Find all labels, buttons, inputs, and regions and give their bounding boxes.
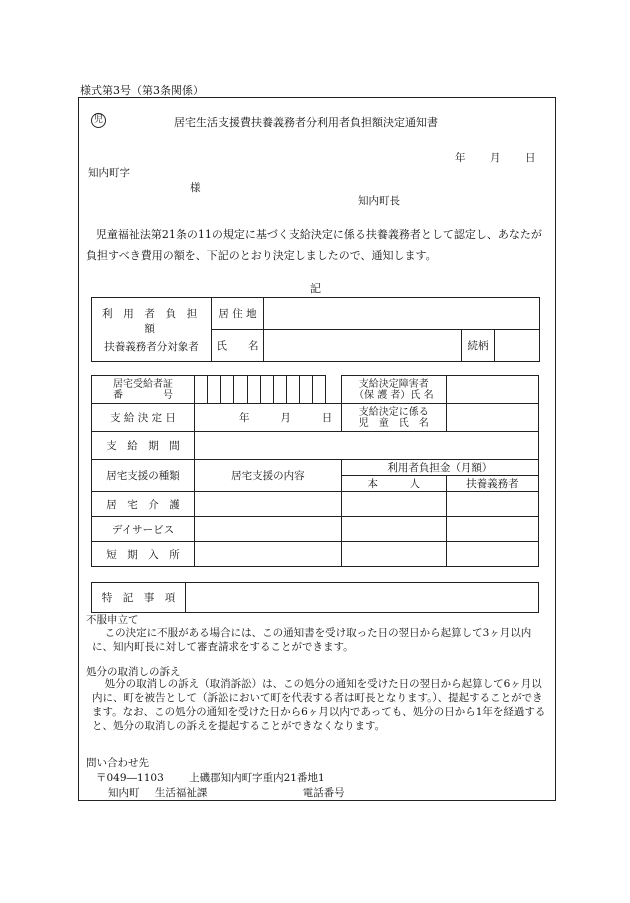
cert-digit[interactable] [273,376,286,404]
obligor-table [91,297,540,362]
child-value[interactable] [446,404,538,432]
service-content-cell[interactable] [194,517,341,542]
principal-label: 本 人 [341,476,446,492]
period-value[interactable] [194,432,538,460]
obligor-label: 扶養義務者 [446,476,538,492]
contact-line-2 [108,785,345,800]
service-content-cell[interactable] [194,542,341,567]
honorific: 様 [190,182,201,194]
cert-digit[interactable] [247,376,260,404]
date-year: 年 [455,152,466,164]
contact-department: 生活福祉課 [154,787,208,799]
cert-digit[interactable] [313,376,326,404]
guardian-value[interactable] [446,376,538,404]
service-table [91,375,539,567]
principal-amount-cell[interactable] [341,492,446,517]
obligor-amount-cell[interactable] [446,492,538,517]
child-label [341,404,446,432]
service-day-service: デイサービス [92,517,195,542]
remarks-value[interactable] [186,583,539,613]
body-text: 児童福祉法第21条の11の規定に基づく支給決定に係る扶養義務者として認定し、あなたが負担すべき費用の額を、下記のとおり決定しましたので、通知します。 [86,228,542,262]
postal-code: 〒049―1103 [96,772,164,784]
revocation-text: 処分の取消しの訴え（取消訴訟）は、この処分の通知を受けた日の翌日から起算して6ヶ月以内に、町を被告として（訴訟において町を代表する者は町長となります。）、提起することができます。なお、この処分の通知を受けた日から6ヶ月以内であっても、処分の日から1年を経過すると、処分の取消しの訴えを提起することができなくなります。 [92,678,546,732]
appeal-text: この決定に不服がある場合には、この通知書を受け取った日の翌日から起算して3ヶ月以内に、知内町長に対して審査請求をすることができます。 [92,627,532,653]
obligor-header-line1: 利 用 者 負 担 額 [102,307,201,335]
cert-digit[interactable] [194,376,207,404]
name-value[interactable] [264,330,462,362]
principal-amount-cell[interactable] [341,542,446,567]
circle-mark: 児 [91,113,106,128]
cert-digit[interactable] [286,376,299,404]
contact-line-1 [96,770,325,785]
cert-digit[interactable] [260,376,273,404]
address-value[interactable] [264,298,540,330]
decision-date-label: 支 給 決 定 日 [92,404,195,432]
decision-date-value[interactable] [194,404,341,432]
guardian-label-line2: （保 護 者）氏 名 [354,389,434,401]
service-short-stay: 短 期 入 所 [92,542,195,567]
cert-no-label [92,376,195,404]
relation-label: 続柄 [462,330,495,362]
date-day: 日 [525,152,536,164]
contact-address: 上磯郡知内町字重内21番地1 [189,772,325,784]
date-month: 月 [490,152,501,164]
revocation-heading: 処分の取消しの訴え [86,666,181,678]
burden-label: 利用者負担金（月額） [341,460,538,476]
ki-label: 記 [310,282,321,295]
cert-digit[interactable] [221,376,234,404]
principal-amount-cell[interactable] [341,517,446,542]
contact-town: 知内町 [108,787,140,799]
form-number: 様式第3号（第3条関係） [80,84,204,97]
remarks-label: 特 記 事 項 [92,583,186,613]
obligor-amount-cell[interactable] [446,542,538,567]
decision-month: 月 [280,412,291,424]
service-type-label: 居宅支援の種類 [92,460,195,492]
cert-no-label-line1: 居宅受給者証 [112,378,173,390]
address-prefix: 知内町字 [88,167,130,179]
service-content-label: 居宅支援の内容 [194,460,341,492]
child-label-line1: 支給決定に係る [358,406,429,418]
address-label: 居 住 地 [212,298,264,330]
cert-no-label-line2: 番 号 [112,389,173,401]
contact-heading: 問い合わせ先 [86,757,149,769]
name-label: 氏 名 [212,330,264,362]
cert-digit[interactable] [208,376,221,404]
remarks-table [91,582,539,613]
phone-label: 電話番号 [302,787,345,799]
cert-digit[interactable] [300,376,313,404]
obligor-amount-cell[interactable] [446,517,538,542]
issuer: 知内町長 [358,195,400,207]
cert-gap [326,376,341,404]
appeal-heading: 不服申立て [86,614,139,626]
obligor-header-line2: 扶養義務者分対象者 [104,340,199,353]
service-home-care: 居 宅 介 護 [92,492,195,517]
cert-digit[interactable] [234,376,247,404]
relation-value[interactable] [495,330,540,362]
child-label-line2: 児 童 氏 名 [358,417,429,429]
service-content-cell[interactable] [194,492,341,517]
decision-year: 年 [239,412,250,424]
document-title: 居宅生活支援費扶養義務者分利用者負担額決定通知書 [174,116,438,129]
obligor-header [92,298,212,362]
guardian-label [341,376,446,404]
decision-day: 日 [321,412,333,424]
period-label: 支 給 期 間 [92,432,195,460]
guardian-label-line1: 支給決定障害者 [358,378,429,390]
